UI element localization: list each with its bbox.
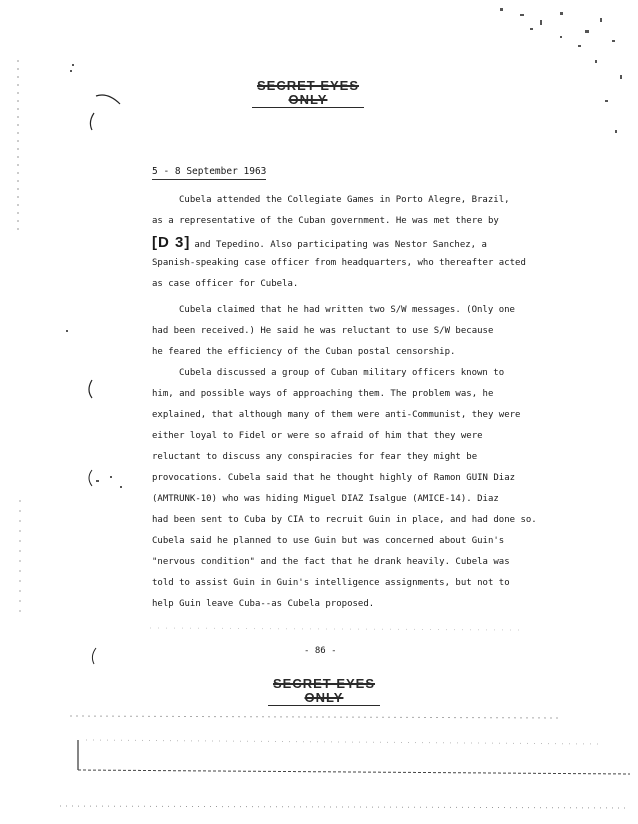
text-line: explained, that although many of them were anti-Communist, they were — [152, 410, 521, 420]
text-line: as a representative of the Cuban government. He was met there by — [152, 216, 499, 226]
text-line: Cubela said he planned to use Guin but was concerned about Guin's — [152, 536, 505, 546]
classification-stamp-top: SECRET EYES ONLY — [252, 79, 364, 108]
text-line: Cubela claimed that he had written two S/W messages. (Only one — [179, 305, 515, 315]
text-line: Cubela discussed a group of Cuban military officers known to — [179, 368, 505, 378]
page-number: - 86 - — [304, 646, 337, 656]
text-line: provocations. Cubela said that he thought highly of Ramon GUIN Diaz — [152, 473, 516, 483]
redaction-marker: [D 3] — [152, 234, 191, 251]
date-heading: 5 - 8 September 1963 — [152, 166, 266, 180]
text-line: had been sent to Cuba by CIA to recruit Guin in place, and had done so. — [152, 515, 537, 525]
text-line: had been received.) He said he was reluctant to use S/W because — [152, 326, 494, 336]
text-line: Spanish-speaking case officer from headquarters, who thereafter acted — [152, 258, 526, 268]
text-line: he feared the efficiency of the Cuban postal censorship. — [152, 347, 456, 357]
text-line: told to assist Guin in Guin's intelligence assignments, but not to — [152, 578, 510, 588]
text-line: help Guin leave Cuba--as Cubela proposed. — [152, 599, 375, 609]
text-line: reluctant to discuss any conspiracies for fear they might be — [152, 452, 478, 462]
text-line: "nervous condition" and the fact that he drank heavily. Cubela was — [152, 557, 510, 567]
text-line — [152, 232, 497, 253]
text-line-content: and Tepedino. Also participating was Nestor Sanchez, a — [194, 240, 487, 250]
text-line: Cubela attended the Collegiate Games in Porto Alegre, Brazil, — [179, 195, 510, 205]
classification-stamp-bottom: SECRET EYES ONLY — [268, 677, 380, 706]
text-line: as case officer for Cubela. — [152, 279, 299, 289]
paragraph-2 — [152, 300, 515, 363]
text-line: either loyal to Fidel or were so afraid of him that they were — [152, 431, 483, 441]
paragraph-3 — [152, 363, 537, 615]
text-line: him, and possible ways of approaching them. The problem was, he — [152, 389, 494, 399]
paragraph-1 — [152, 190, 526, 295]
text-line: (AMTRUNK-10) who was hiding Miguel DIAZ Isalgue (AMICE-14). Diaz — [152, 494, 499, 504]
